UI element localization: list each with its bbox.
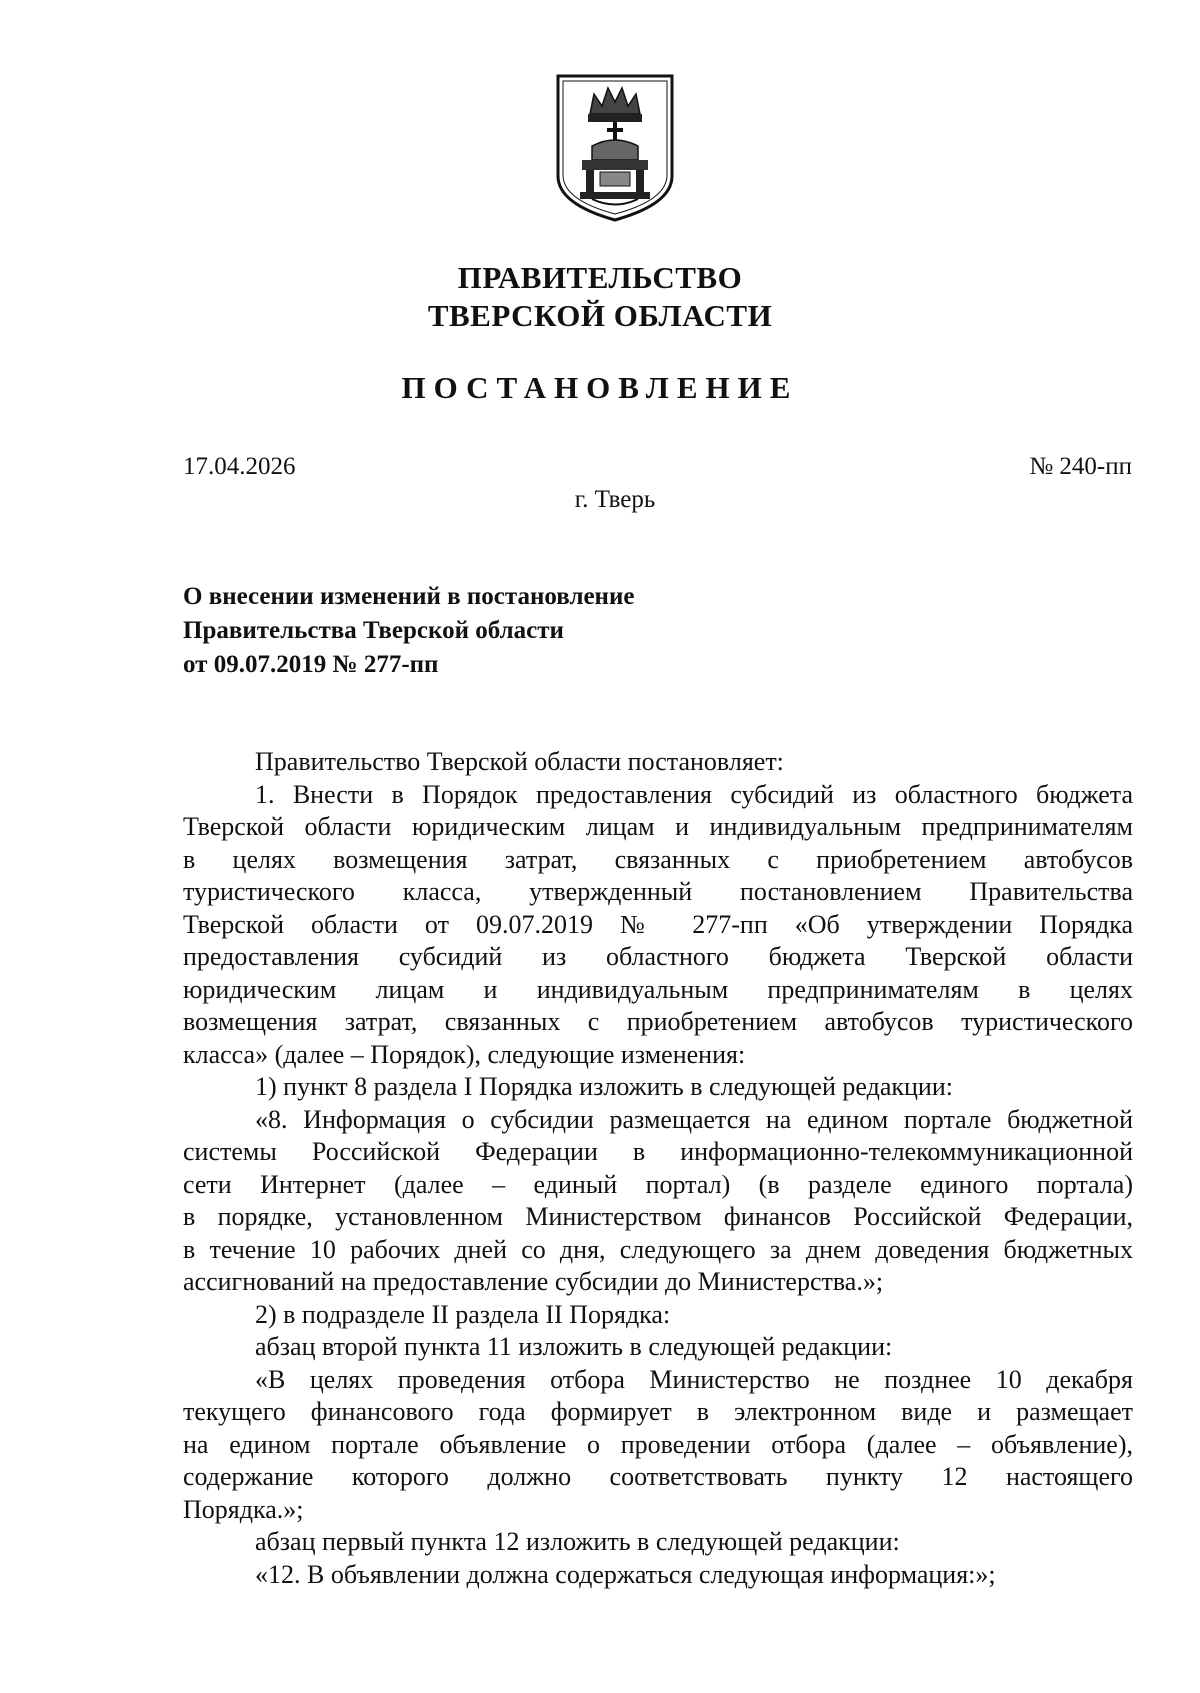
quote-point-8 <box>183 1104 1133 1299</box>
preamble: Правительство Тверской области постановляет: <box>255 747 784 776</box>
text-line: сети Интернет (далее – единый портал) (в разделе единого портала) <box>183 1169 1133 1199</box>
org-name-line2: ТВЕРСКОЙ ОБЛАСТИ <box>427 298 773 333</box>
text-line: класса» (далее – Порядок), следующие изменения: <box>183 1039 746 1069</box>
text-line: Тверской области от 09.07.2019 № 277-пп «Об утверждении Порядка <box>183 909 1133 939</box>
text-line: юридическим лицам и индивидуальным предпринимателям в целях <box>183 974 1133 1004</box>
text-line: Тверской области юридическим лицам и индивидуальным предпринимателям <box>183 812 1133 841</box>
document-body <box>183 746 1133 1591</box>
quote-point-11 <box>183 1364 1133 1527</box>
paragraph-point-11: абзац второй пункта 11 изложить в следующей редакции: <box>255 1332 893 1361</box>
document-type: ПОСТАНОВЛЕНИЕ <box>401 370 799 405</box>
text-line: в целях возмещения затрат, связанных с приобретением автобусов <box>183 844 1133 874</box>
text-line: возмещения затрат, связанных с приобретением автобусов туристического <box>183 1007 1133 1036</box>
subject-line: О внесении изменений в постановление <box>183 583 635 610</box>
document-subject <box>183 580 634 682</box>
org-name-line1: ПРАВИТЕЛЬСТВО <box>457 260 743 295</box>
text-line: содержание которого должно соответствовать пункту 12 настоящего <box>183 1462 1133 1491</box>
document-date: 17.04.2026 <box>183 453 296 480</box>
text-line: текущего финансового года формирует в электронном виде и размещает <box>183 1397 1133 1426</box>
item-1-paragraph <box>183 779 1133 1072</box>
text-line: предоставления субсидий из областного бюджета Тверской области <box>183 942 1133 971</box>
subject-line: от 09.07.2019 № 277-пп <box>183 651 439 678</box>
text-line: «В целях проведения отбора Министерство не позднее 10 декабря <box>255 1364 1133 1394</box>
text-line: туристического класса, утвержденный постановлением Правительства <box>183 877 1133 906</box>
document-number: № 240-пп <box>1029 453 1132 480</box>
text-line: 1. Внести в Порядок предоставления субсидий из областного бюджета <box>255 779 1133 809</box>
text-line: Порядка.»; <box>183 1494 304 1524</box>
subitem-1: 1) пункт 8 раздела I Порядка изложить в следующей редакции: <box>255 1072 953 1101</box>
quote-point-12: «12. В объявлении должна содержаться следующая информация:»; <box>255 1559 996 1589</box>
subject-line: Правительства Тверской области <box>183 617 564 644</box>
text-line: на едином портале объявление о проведении отбора (далее – объявление), <box>183 1429 1133 1459</box>
text-line: в течение 10 рабочих дней со дня, следующего за днем доведения бюджетных <box>183 1234 1133 1264</box>
text-line: системы Российской Федерации в информационно-телекоммуникационной <box>183 1137 1133 1166</box>
text-line: ассигнований на предоставление субсидии до Министерства.»; <box>183 1267 884 1296</box>
document-city: г. Тверь <box>574 486 656 513</box>
text-line: в порядке, установленном Министерством финансов Российской Федерации, <box>183 1202 1133 1231</box>
paragraph-point-12: абзац первый пункта 12 изложить в следующей редакции: <box>255 1527 900 1556</box>
text-line: «8. Информация о субсидии размещается на едином портале бюджетной <box>255 1104 1133 1134</box>
subitem-2: 2) в подразделе II раздела II Порядка: <box>255 1299 671 1329</box>
coat-of-arms-icon <box>552 72 678 224</box>
